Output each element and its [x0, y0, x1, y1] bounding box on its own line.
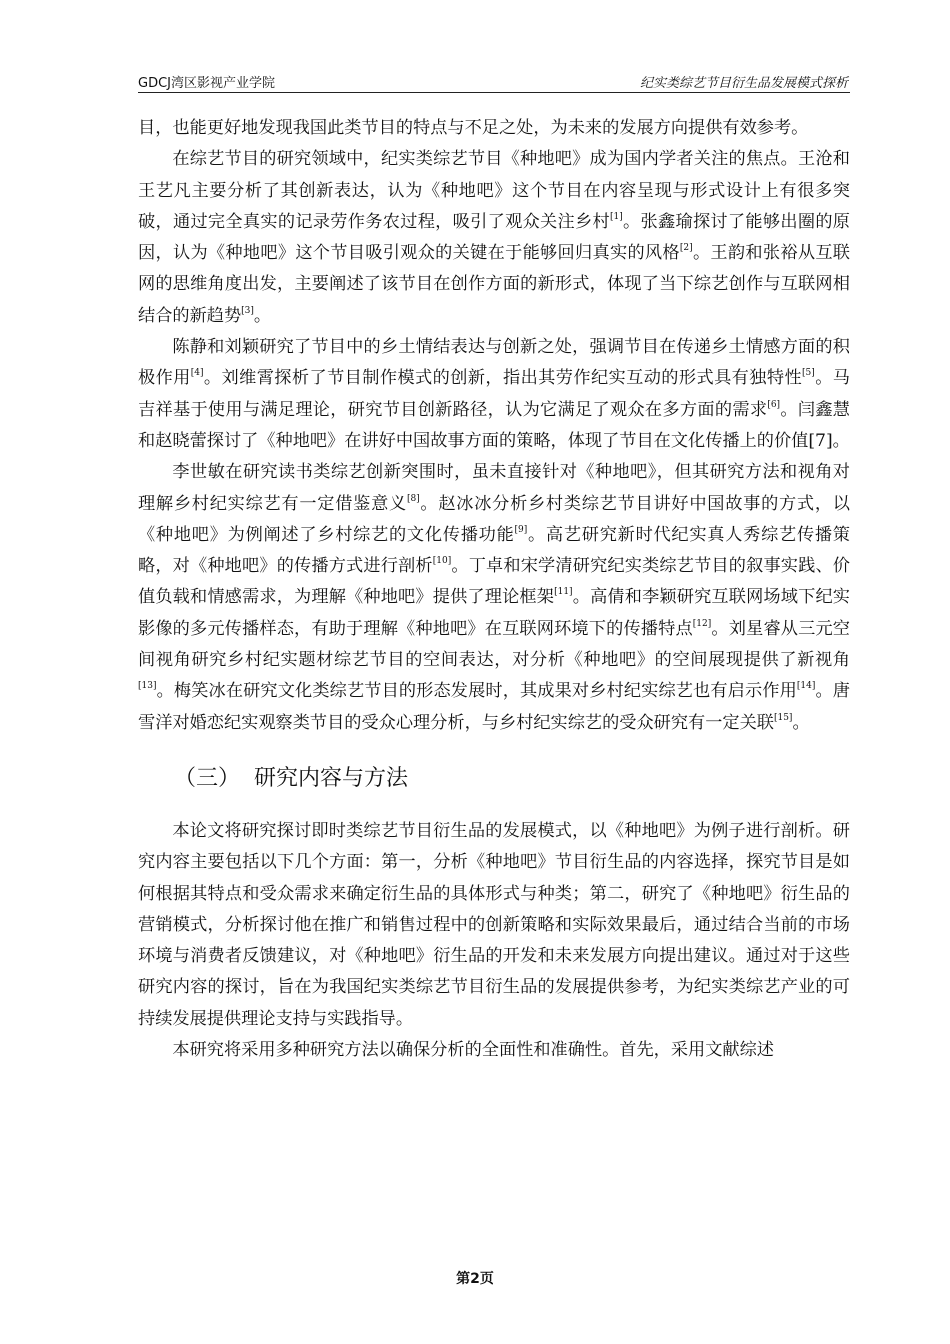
text-run: 陈静和刘颖研究了节目中的乡土情结表达与创新之处，强调节目在传递乡土情感方面的积极作用 [138, 337, 850, 389]
text-run: 。高倩和李颖研究互联网场域下纪实影像的多元传播样态，有助于理解《种地吧》在互联网环境下的传播特点 [138, 587, 850, 639]
text-run: 。张鑫瑜探讨了能够出圈的原因，认为《种地吧》这个节目吸引观众的关键在于能够回归真实的风格 [138, 211, 850, 264]
text-run: 。马吉祥基于使用与满足理论，研究节目创新路径，认为它满足了观众在多方面的需求 [138, 368, 850, 420]
citation-ref: [2] [679, 243, 693, 254]
citation-ref: [4] [190, 368, 204, 379]
text-run: 。梅笑冰在研究文化类综艺节目的形态发展时，其成果对乡村纪实综艺也有启示作用 [156, 681, 797, 702]
citation-ref: [13] [138, 681, 157, 692]
text-run: 。刘维霄探析了节目制作模式的创新，指出其劳作纪实互动的形式具有独特性 [203, 368, 803, 389]
header-paper-title: 纪实类综艺节目衍生品发展模式探析 [639, 76, 848, 91]
paragraph-literature-1 [138, 144, 850, 332]
body-text [138, 113, 850, 1066]
citation-ref: [3] [241, 305, 254, 316]
citation-ref: [9] [514, 524, 528, 535]
citation-ref: [6] [767, 399, 781, 410]
text-run: 。 [792, 712, 810, 733]
page-number: 第2页 [456, 1271, 494, 1287]
paragraph-research-methods: 本研究将采用多种研究方法以确保分析的全面性和准确性。首先，采用文献综述 [172, 1040, 774, 1061]
text-run: 。赵冰冰分析乡村类综艺节目讲好中国故事的方式，以《种地吧》为例阐述了乡村综艺的文化传播功能 [138, 493, 850, 545]
paragraph-continued: 目，也能更好地发现我国此类节目的特点与不足之处，为未来的发展方向提供有效参考。 [138, 118, 809, 138]
text-run: 。唐雪洋对婚恋纪实观察类节目的受众心理分析，与乡村纪实综艺的受众研究有一定关联 [138, 681, 850, 733]
text-run: 。 [253, 305, 272, 326]
text-run: 。刘星睿从三元空间视角研究乡村纪实题材综艺节目的空间表达，对分析《种地吧》的空间展现提供了新视角 [138, 618, 850, 671]
paragraph-literature-2 [138, 332, 850, 457]
citation-ref: [12] [692, 618, 712, 629]
text-run: 李世敏在研究读书类综艺创新突围时，虽未直接针对《种地吧》，但其研究方法和视角对理解乡村纪实综艺有一定借鉴意义 [138, 462, 850, 514]
paragraph-literature-3 [138, 457, 850, 739]
text-run: 。丁卓和宋学清研究纪实类综艺节目的叙事实践、价值负载和情感需求，为理解《种地吧》提供了理论框架 [138, 556, 850, 608]
citation-ref: [8] [406, 493, 420, 504]
citation-ref: [5] [802, 368, 815, 379]
citation-ref: [11] [554, 587, 573, 598]
text-run: 。闫鑫慧和赵晓蕾探讨了《种地吧》在讲好中国故事方面的策略，体现了节目在文化传播上的价值[7]。 [138, 399, 850, 451]
citation-ref: [10] [432, 556, 452, 567]
header-institution: GDCJ湾区影视产业学院 [138, 76, 275, 91]
paragraph-research-content: 本论文将研究探讨即时类综艺节目衍生品的发展模式，以《种地吧》为例子进行剖析。研究内容主要包括以下几个方面：第一，分析《种地吧》节目衍生品的内容选择，探究节目是如何根据其特点和受众需求来确定衍生品的具体形式与种类；第二，研究了《种地吧》衍生品的营销模式，分析探讨他在推广和销售过程中的创新策略和实际效果最后，通过结合当前的市场环境与消费者反馈建议，对《种地吧》衍生品的开发和未来发展方向提出建议。通过对于这些研究内容的探讨，旨在为我国纪实类综艺节目衍生品的发展提供参考，为纪实类综艺产业的可持续发展提供理论支持与实践指导。 [138, 820, 850, 1029]
citation-ref: [1] [609, 211, 623, 222]
text-run: 。高艺研究新时代纪实真人秀综艺传播策略，对《种地吧》的传播方式进行剖析 [138, 524, 850, 577]
citation-ref: [15] [773, 712, 793, 723]
citation-ref: [14] [796, 681, 816, 692]
running-header [138, 70, 850, 93]
text-run: 在综艺节目的研究领域中，纪实类综艺节目《种地吧》成为国内学者关注的焦点。王沧和王艺凡主要分析了其创新表达，认为《种地吧》这个节目在内容呈现与形式设计上有很多突破，通过完全真实的记录劳作务农过程，吸引了观众关注乡村 [138, 149, 850, 232]
section-heading: （三） 研究内容与方法 [174, 765, 408, 791]
text-run: 。王韵和张裕从互联网的思维角度出发，主要阐述了该节目在创作方面的新形式，体现了当下综艺创作与互联网相结合的新趋势 [138, 243, 850, 326]
